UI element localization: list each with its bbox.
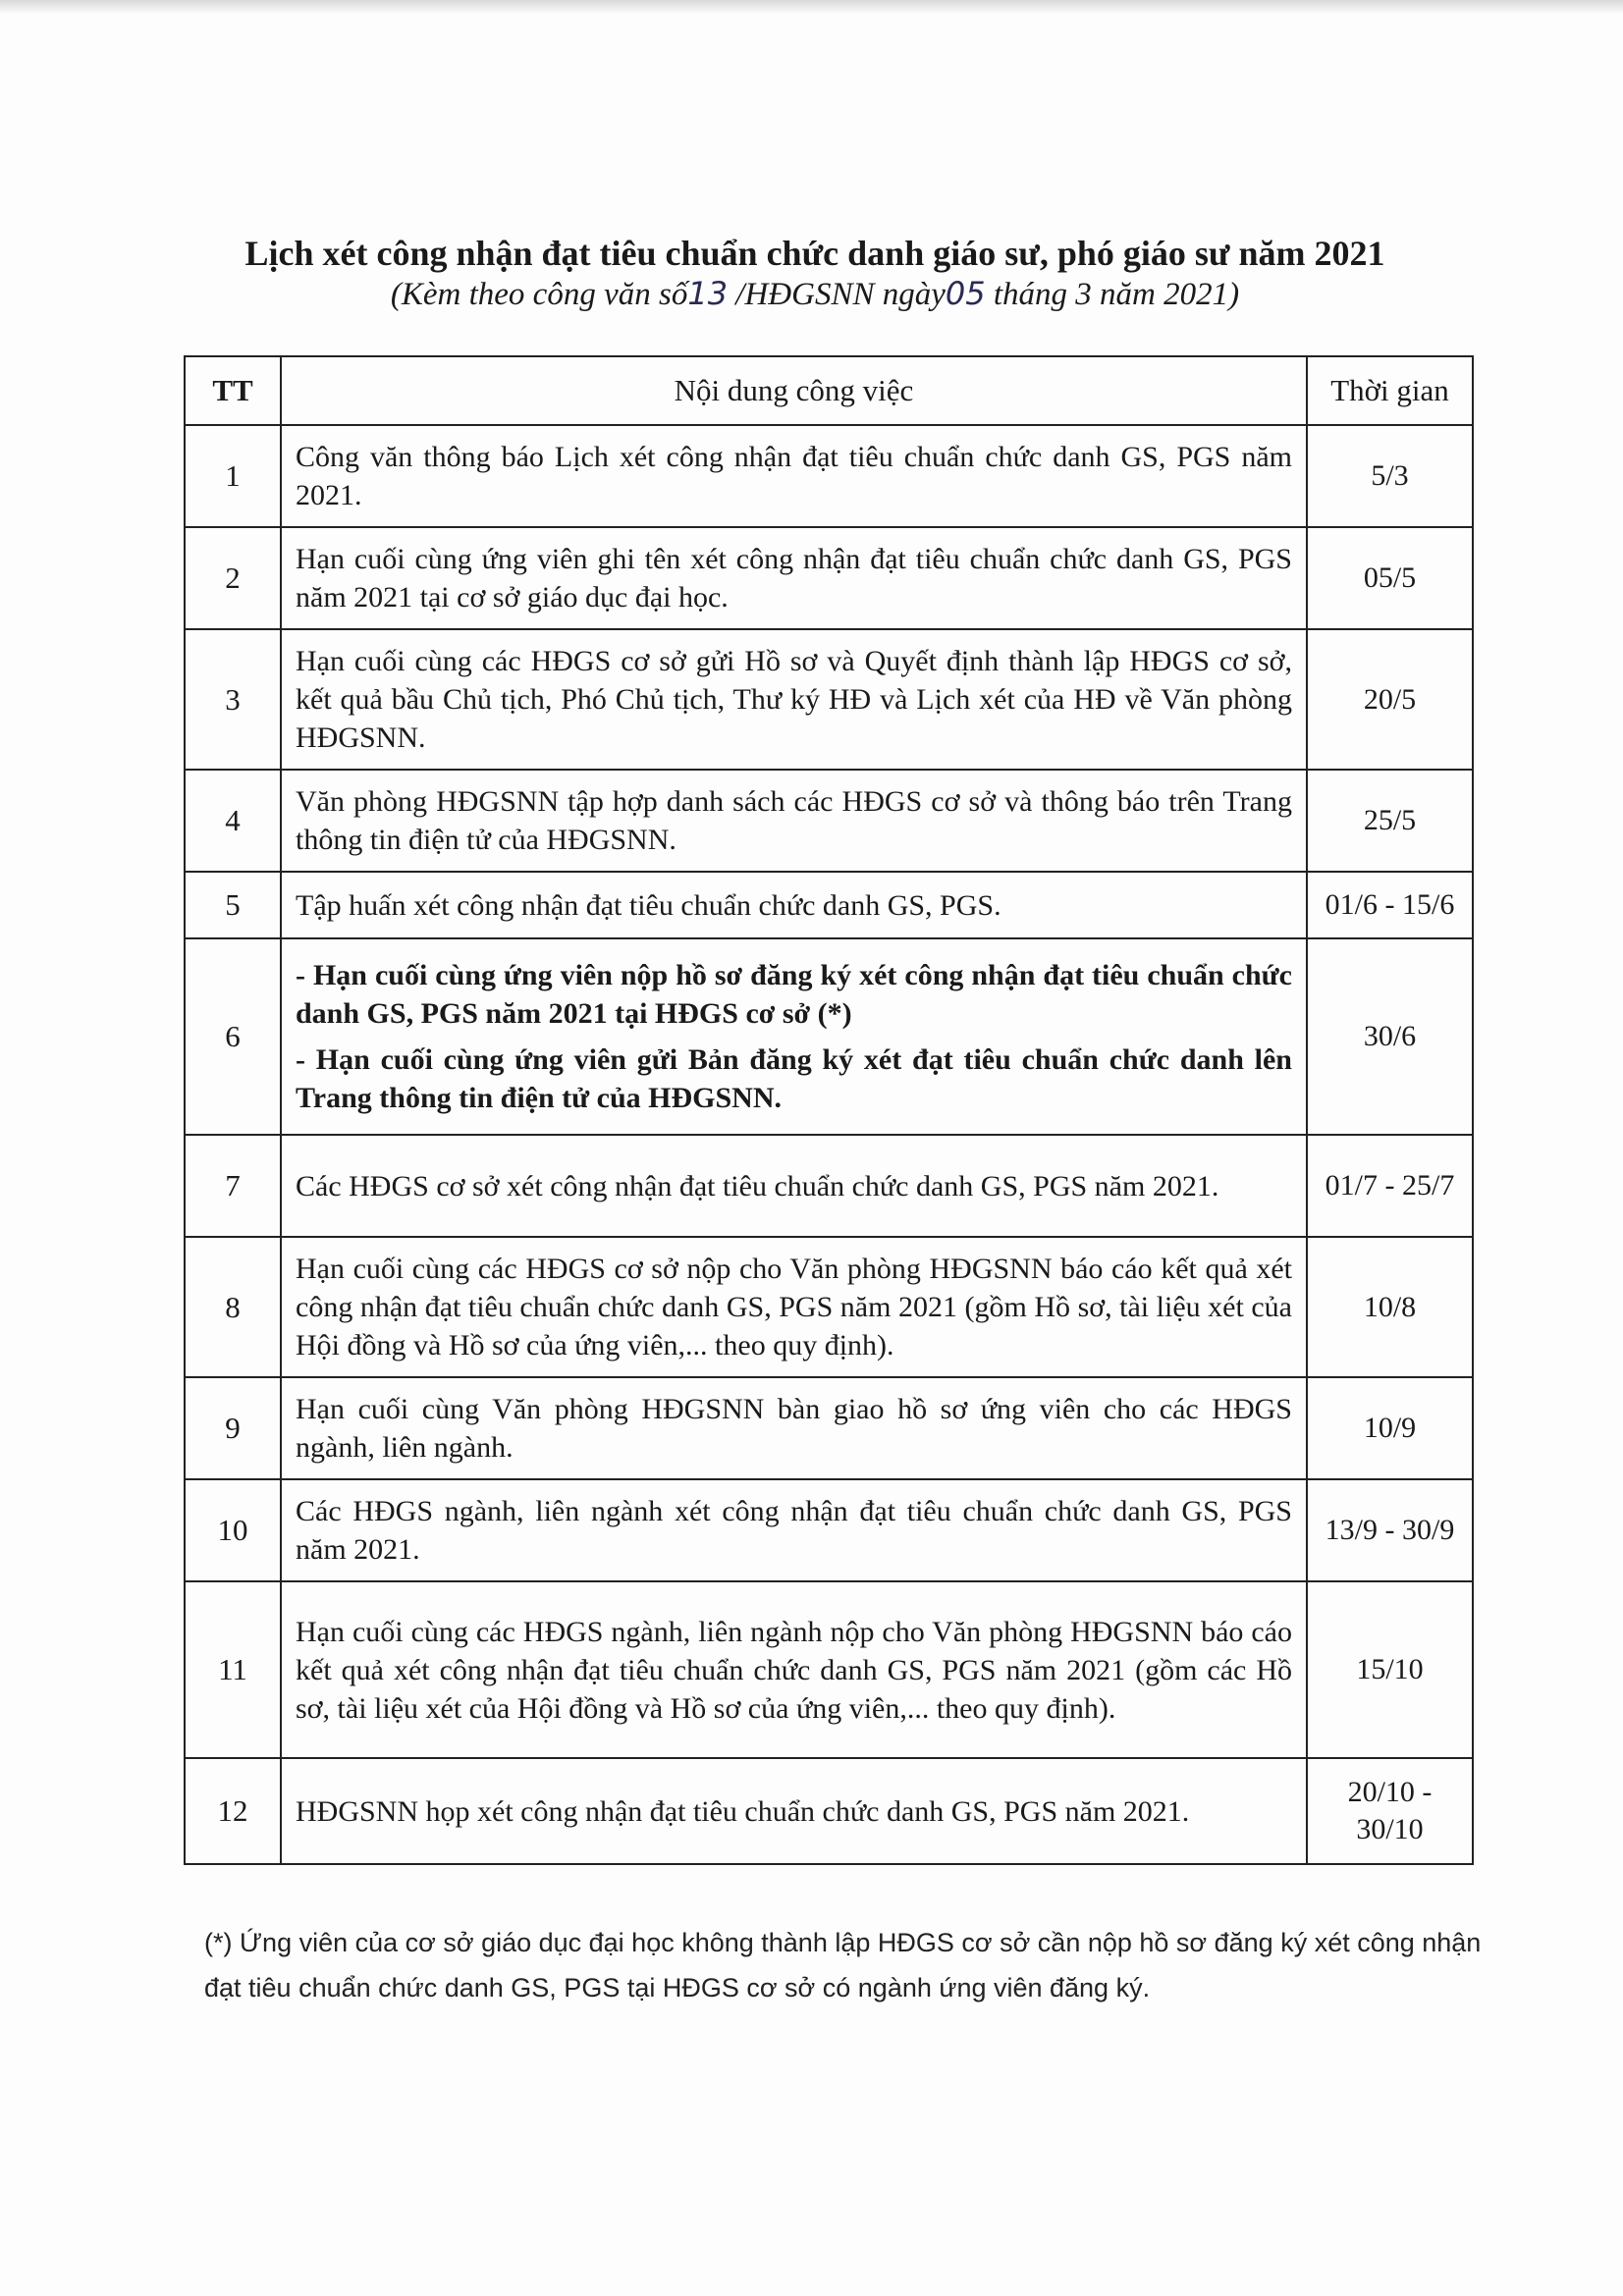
row-number: 9 [185,1377,281,1479]
footnote: (*) Ứng viên của cơ sở giáo dục đại học không thành lập HĐGS cơ sở cần nộp hồ sơ đăng ký xét công nhận đạt tiêu chuẩn chức danh GS, PGS tại HĐGS cơ sở có ngành ứng viên đăng ký. [204,1928,1482,2002]
row-number: 4 [185,770,281,872]
subtitle-prefix: (Kèm theo công văn số [390,277,688,312]
row-number: 12 [185,1758,281,1864]
table-row [185,770,1473,872]
document-title: Lịch xét công nhận đạt tiêu chuẩn chức danh giáo sư, phó giáo sư năm 2021 [244,234,1385,273]
header-content: Nội dung công việc [281,356,1307,425]
table-row [185,1237,1473,1377]
row-time: 15/10 [1307,1581,1473,1758]
row-content [281,527,1307,629]
schedule-table [184,355,1474,1865]
row-time: 13/9 - 30/9 [1307,1479,1473,1581]
row-content [281,629,1307,770]
row-number: 8 [185,1237,281,1377]
row-content-line: Hạn cuối cùng Văn phòng HĐGSNN bàn giao hồ sơ ứng viên cho các HĐGS ngành, liên ngành. [296,1393,1292,1464]
row-time: 5/3 [1307,425,1473,527]
row-content [281,770,1307,872]
table-row [185,938,1473,1135]
row-content-line: Tập huấn xét công nhận đạt tiêu chuẩn chức danh GS, PGS. [296,888,1001,922]
row-number: 11 [185,1581,281,1758]
subtitle-mid: /HĐGSNN ngày [728,277,946,312]
scan-edge [0,0,1623,14]
row-content-line: Hạn cuối cùng các HĐGS ngành, liên ngành nộp cho Văn phòng HĐGSNN báo cáo kết quả xét công nhận đạt tiêu chuẩn chức danh GS, PGS năm 2021 (gồm các Hồ sơ, tài liệu xét của Hội đồng và Hồ sơ của ứng viên,... theo quy định). [296,1615,1292,1725]
row-content [281,1479,1307,1581]
row-content-line: Hạn cuối cùng các HĐGS cơ sở gửi Hồ sơ và Quyết định thành lập HĐGS cơ sở, kết quả bầu Chủ tịch, Phó Chủ tịch, Thư ký HĐ và Lịch xét của HĐ về Văn phòng HĐGSNN. [296,645,1292,754]
row-number: 10 [185,1479,281,1581]
row-time: 30/6 [1307,938,1473,1135]
row-content [281,1377,1307,1479]
row-time: 25/5 [1307,770,1473,872]
table-row [185,425,1473,527]
document-subtitle [137,273,1492,315]
row-content [281,425,1307,527]
row-number: 2 [185,527,281,629]
table-row [185,872,1473,938]
table-row [185,1479,1473,1581]
table-row [185,1135,1473,1237]
table-row [185,527,1473,629]
row-number: 7 [185,1135,281,1237]
row-content-line: Công văn thông báo Lịch xét công nhận đạt tiêu chuẩn chức danh GS, PGS năm 2021. [296,441,1292,511]
row-content-line: Hạn cuối cùng các HĐGS cơ sở nộp cho Văn phòng HĐGSNN báo cáo kết quả xét công nhận đạt tiêu chuẩn chức danh GS, PGS năm 2021 (gồm Hồ sơ, tài liệu xét của Hội đồng và Hồ sơ của ứng viên,... theo quy định). [296,1253,1292,1362]
row-time: 01/7 - 25/7 [1307,1135,1473,1237]
header-time: Thời gian [1307,356,1473,425]
table-row [185,1581,1473,1758]
row-content-line: Văn phòng HĐGSNN tập hợp danh sách các HĐGS cơ sở và thông báo trên Trang thông tin điện tử của HĐGSNN. [296,785,1292,856]
row-content [281,872,1307,938]
header-tt: TT [185,356,281,425]
row-content [281,1758,1307,1864]
subtitle-number: 13 [687,275,729,312]
row-time: 20/10 - 30/10 [1307,1758,1473,1864]
row-number: 1 [185,425,281,527]
row-time: 01/6 - 15/6 [1307,872,1473,938]
row-content [281,1135,1307,1237]
row-content [281,1237,1307,1377]
row-number: 3 [185,629,281,770]
subtitle-day: 05 [945,275,986,312]
row-content-line: Các HĐGS ngành, liên ngành xét công nhận đạt tiêu chuẩn chức danh GS, PGS năm 2021. [296,1495,1292,1566]
row-time: 05/5 [1307,527,1473,629]
row-content-line: Các HĐGS cơ sở xét công nhận đạt tiêu chuẩn chức danh GS, PGS năm 2021. [296,1169,1219,1202]
row-number: 5 [185,872,281,938]
subtitle-suffix: tháng 3 năm 2021) [985,277,1240,312]
table-row [185,629,1473,770]
table-header-row [185,356,1473,425]
row-time: 10/8 [1307,1237,1473,1377]
row-time: 20/5 [1307,629,1473,770]
row-content [281,938,1307,1135]
row-content [281,1581,1307,1758]
table-row [185,1758,1473,1864]
row-content-line: - Hạn cuối cùng ứng viên nộp hồ sơ đăng ký xét công nhận đạt tiêu chuẩn chức danh GS, PGS năm 2021 tại HĐGS cơ sở (*) [296,959,1292,1030]
row-content-line: Hạn cuối cùng ứng viên ghi tên xét công nhận đạt tiêu chuẩn chức danh GS, PGS năm 2021 tại cơ sở giáo dục đại học. [296,543,1292,614]
table-row [185,1377,1473,1479]
row-time: 10/9 [1307,1377,1473,1479]
row-number: 6 [185,938,281,1135]
row-content-line: - Hạn cuối cùng ứng viên gửi Bản đăng ký xét đạt tiêu chuẩn chức danh lên Trang thông tin điện tử của HĐGSNN. [296,1043,1292,1114]
row-content-line: HĐGSNN họp xét công nhận đạt tiêu chuẩn chức danh GS, PGS năm 2021. [296,1794,1190,1828]
